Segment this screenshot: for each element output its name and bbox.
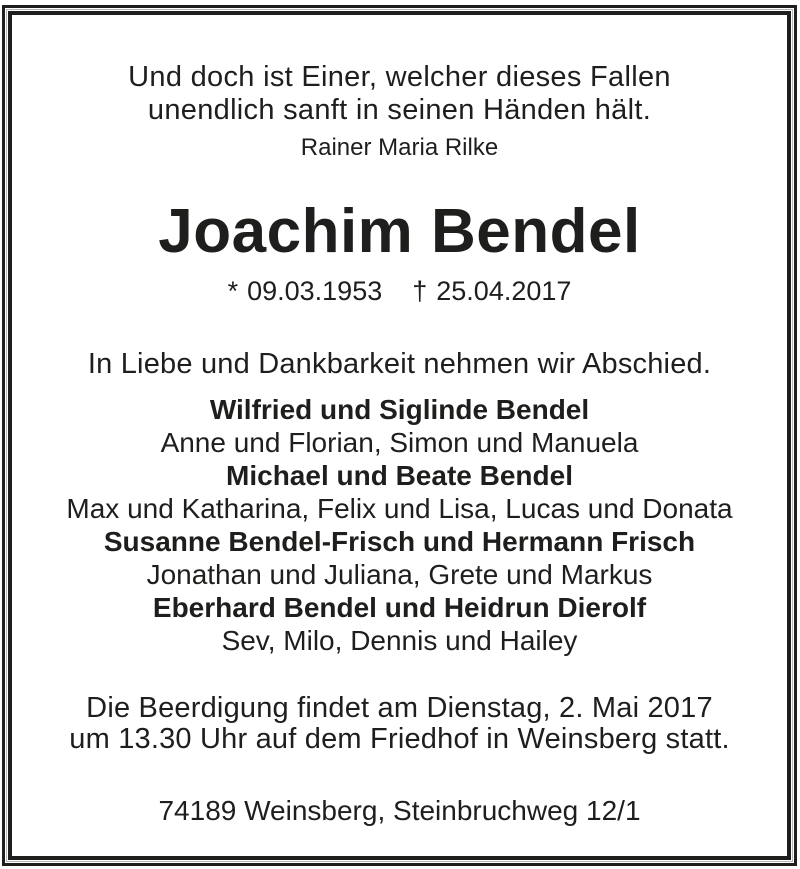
mourner-line: Susanne Bendel-Frisch und Hermann Frisch [103, 526, 696, 557]
farewell-text: In Liebe und Dankbarkeit nehmen wir Abschied. [87, 348, 712, 380]
deceased-name: Joachim Bendel [158, 197, 641, 266]
outer-frame [2, 5, 797, 866]
life-dates [12, 276, 787, 306]
birth-date-value: 09.03.1953 [247, 276, 383, 306]
obituary-notice [8, 11, 791, 860]
funeral-line: um 13.30 Uhr auf dem Friedhof in Weinsberg statt. [69, 723, 730, 755]
birth-symbol: * [227, 276, 239, 306]
mourner-line: Eberhard Bendel und Heidrun Dierolf [152, 592, 647, 623]
mourner-line: Anne und Florian, Simon und Manuela [160, 427, 639, 458]
mourner-line: Jonathan und Juliana, Grete und Markus [146, 559, 653, 590]
death-date-value: 25.04.2017 [436, 276, 572, 306]
mourner-line: Max und Katharina, Felix und Lisa, Lucas und Donata [66, 493, 733, 524]
quote-attribution: Rainer Maria Rilke [300, 134, 499, 161]
frame-shadow-line [6, 9, 793, 862]
quote-line: unendlich sanft in seinen Händen hält. [147, 94, 652, 126]
quote-line: Und doch ist Einer, welcher dieses Fallen [128, 61, 671, 93]
mourner-line: Sev, Milo, Dennis und Hailey [221, 625, 578, 656]
mourners-list [12, 393, 787, 657]
mourner-line: Wilfried und Siglinde Bendel [209, 394, 590, 425]
birth-date [228, 276, 383, 306]
funeral-info [12, 693, 787, 755]
address-line: 74189 Weinsberg, Steinbruchweg 12/1 [158, 795, 641, 826]
dagger-symbol: † [412, 276, 428, 306]
death-date [412, 276, 571, 306]
funeral-line: Die Beerdigung findet am Dienstag, 2. Mai 2017 [86, 692, 713, 724]
condolence-quote [12, 61, 787, 127]
mourner-line: Michael und Beate Bendel [226, 460, 573, 491]
